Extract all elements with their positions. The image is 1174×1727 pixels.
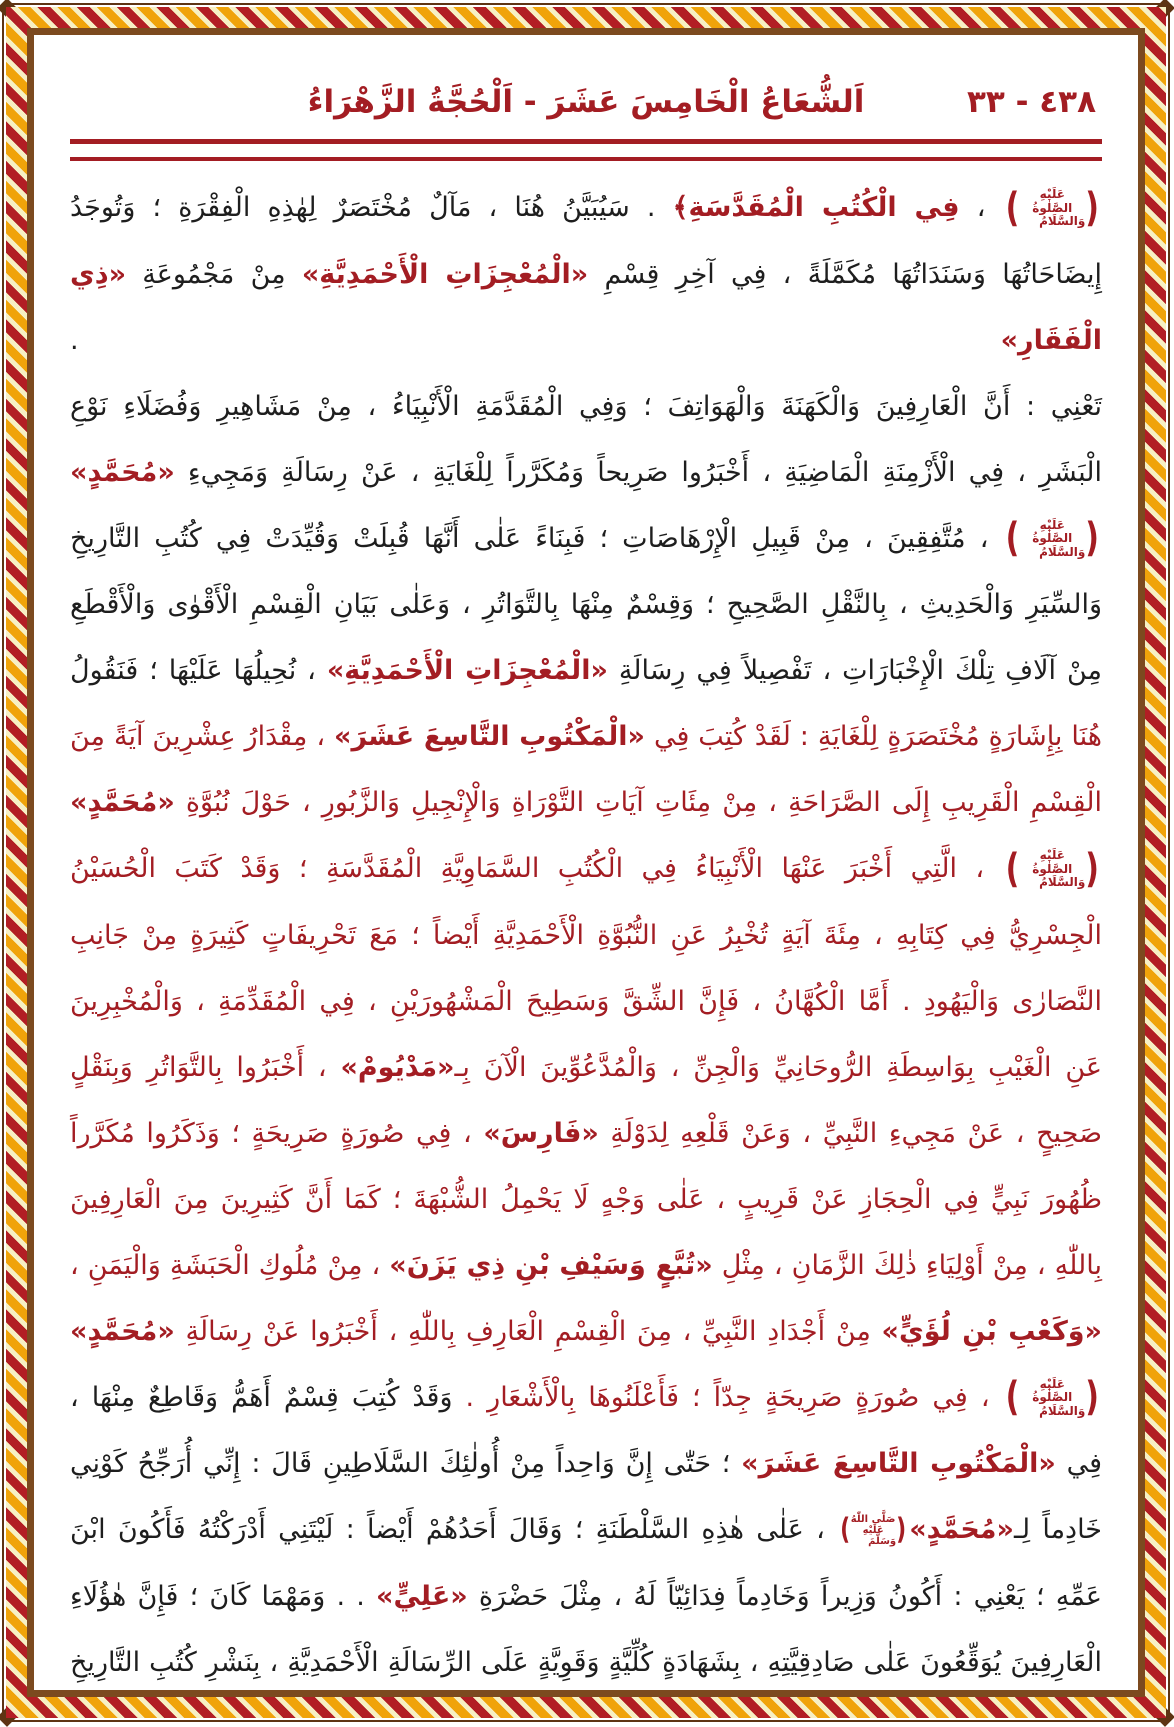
text-segment: بِاللّٰهِ ، مِنْ أَوْلِيَاءِ ذٰلِكَ الزَّمَانِ ، مِثْلِ xyxy=(713,1249,1103,1281)
text-line xyxy=(71,1564,1103,1630)
text-segment: «عَلِيٍّ» xyxy=(377,1580,469,1612)
text-segment: «مُحَمَّدٍ» xyxy=(71,787,176,818)
text-line xyxy=(71,638,1103,704)
text-segment: «مَدْيُومْ» xyxy=(341,1051,456,1083)
text-line xyxy=(71,1630,1103,1696)
text-segment: «تُبَّعٍ وَسَيْفِ بْنِ ذِي يَزَنَ» xyxy=(390,1249,714,1281)
text-line xyxy=(71,506,1103,573)
text-segment: «فَارِسَ» xyxy=(484,1117,600,1149)
text-line xyxy=(71,572,1103,638)
text-segment: الْقِسْمِ الْقَرِيبِ إِلَى الصَّرَاحَةِ ، مِنْ مِئَاتِ آيَاتِ التَّوْرَاةِ وَالْإِنْجِيلِ وَالزَّبُورِ ، حَوْلَ نُبُوَّةِ xyxy=(175,787,1103,818)
text-segment: «الْمُعْجِزَاتِ الْأَحْمَدِيَّةِ» xyxy=(302,258,590,290)
text-segment: . سَيُبَيَّنُ هُنَا ، مَآلٌ مُخْتَصَرٌ لِهٰذِهِ الْفِقْرَةِ ؛ وَتُوجَدُ xyxy=(71,192,674,223)
text-segment: «الْمُعْجِزَاتِ الْأَحْمَدِيَّةِ» xyxy=(327,655,609,686)
text-line xyxy=(71,1233,1103,1299)
text-segment: تَعْنِي : أَنَّ الْعَارِفِينَ وَالْكَهَنَةَ وَالْهَوَاتِفَ ؛ وَفِي الْمُقَدَّمَةِ الْأَنْبِيَاءُ ، مِنْ مَشَاهِيرِ وَفُضَلَاءِ نَوْعِ xyxy=(71,390,1103,422)
text-segment: خَادِماً لِـ xyxy=(1014,1514,1103,1545)
text-line xyxy=(71,242,1103,374)
page-number: ٤٣٨ - ٣٣ xyxy=(967,84,1097,120)
text-segment: ، أَخْبَرُوا بِالتَّوَاتُرِ وَبِنَقْلٍ xyxy=(71,1051,342,1083)
text-line xyxy=(71,1497,1103,1564)
text-line xyxy=(71,1035,1103,1101)
salawat-seal: ( صَلَّى اللّٰهُ عَلَيْهِ وَسَلَّمَ ) xyxy=(841,1512,908,1548)
text-line xyxy=(71,440,1103,506)
text-segment: الْجِسْرِيُّ فِي كِتَابِهِ ، مِئَةَ آيَةٍ تُخْبِرُ عَنِ النُّبُوَّةِ الْأَحْمَدِيَّةِ أَيْضاً ؛ مَعَ تَحْرِيفَاتٍ كَثِيرَةٍ مِنْ جَانِبِ xyxy=(71,919,1103,951)
text-segment: فِي الْكُتُبِ الْمُقَدَّسَةِ﴾ xyxy=(673,192,961,223)
text-segment: ، فِي صُورَةٍ صَرِيحَةٍ جِدّاً ؛ فَأَعْلَنُوهَا بِالْأَشْعَارِ . xyxy=(466,1381,1004,1413)
body-text xyxy=(71,175,1103,1696)
text-segment: مِنْ مَجْمُوعَةِ xyxy=(127,258,303,290)
text-line xyxy=(71,1299,1103,1365)
text-segment: الْبَشَرِ ، فِي الْأَزْمِنَةِ الْمَاضِيَةِ ، أَخْبَرُوا صَرِيحاً وَمُكَرَّراً لِلْغَايَةِ ، عَنْ رِسَالَةِ وَمَجِيءِ xyxy=(175,456,1103,488)
text-line xyxy=(71,836,1103,903)
text-segment: «ذِي الْفَقَارِ» xyxy=(71,258,1103,356)
text-line xyxy=(71,1365,1103,1432)
text-segment: «مُحَمَّدٍ» xyxy=(71,1315,176,1347)
text-segment: وَقَدْ كُتِبَ قِسْمٌ أَهَمُّ وَقَاطِعٌ مِنْهَا ، xyxy=(71,1381,467,1413)
text-line xyxy=(71,374,1103,440)
text-line xyxy=(71,903,1103,969)
salawat-seal: ( عَلَيْهِ الصَّلٰوةُ وَالسَّلَامُ ) xyxy=(1006,184,1100,232)
text-segment: ، مُتَّفِقِينَ ، مِنْ قَبِيلِ الْإِرْهَاصَاتِ ؛ فَبِنَاءً عَلٰى أَنَّهَا قُبِلَتْ وَقُيِّدَتْ فِي كُتُبِ التَّارِيخِ xyxy=(71,522,1004,554)
text-line xyxy=(71,1431,1103,1497)
text-segment: هُنَا بِإِشَارَةٍ مُخْتَصَرَةٍ لِلْغَايَةِ : لَقَدْ كُتِبَ فِي xyxy=(645,721,1103,752)
corner-ornament xyxy=(1156,0,1174,18)
text-line xyxy=(71,704,1103,770)
text-segment: عَمِّهِ ؛ يَعْنِي : أَكُونُ وَزِيراً وَخَادِماً فِدَائِيّاً لَهُ ، مِثْلَ حَضْرَةِ xyxy=(468,1580,1103,1612)
text-segment: «الْمَكْتُوبِ التَّاسِعَ عَشَرَ» xyxy=(742,1448,1057,1479)
text-segment: فِي xyxy=(1056,1448,1103,1479)
text-segment: «مُحَمَّدٍ» xyxy=(71,456,176,488)
text-segment: ظُهُورَ نَبِيٍّ فِي الْحِجَازِ عَنْ قَرِيبٍ ، عَلٰى وَجْهٍ لَا يَحْمِلُ الشُّبْهَةَ ؛ كَمَا أَنَّ كَثِيرِينَ مِنَ الْعَارِفِينَ xyxy=(71,1183,1103,1215)
text-segment: الْعَارِفِينَ يُوَقِّعُونَ عَلٰى صَادِقِيَّتِهِ ، بِشَهَادَةٍ كُلِّيَّةٍ وَقَوِيَّةٍ عَلَى الرِّسَالَةِ الْأَحْمَدِيَّةِ ، بِنَشْرِ كُتُبِ التَّارِيخِ xyxy=(71,1646,1103,1678)
salawat-seal: ( عَلَيْهِ الصَّلٰوةُ وَالسَّلَامُ ) xyxy=(1006,514,1100,562)
text-segment: ، مِقْدَارُ عِشْرِينَ آيَةً مِنَ xyxy=(71,721,335,752)
text-segment: «الْمَكْتُوبِ التَّاسِعَ عَشَرَ» xyxy=(335,721,646,752)
page-title: اَلشُّعَاعُ الْخَامِسَ عَشَرَ - اَلْحُجَّةُ الزَّهْرَاءُ xyxy=(308,84,866,120)
corner-ornament xyxy=(0,0,18,18)
text-segment: ، فِي صُورَةٍ صَرِيحَةٍ ؛ وَذَكَرُوا مُكَرَّراً xyxy=(71,1117,485,1149)
text-segment: «وَكَعْبِ بْنِ لُؤَيٍّ» xyxy=(882,1315,1103,1347)
text-segment: ، مِنْ مُلُوكِ الْحَبَشَةِ وَالْيَمَنِ ، xyxy=(71,1249,391,1281)
text-segment: النَّصَارٰى وَالْيَهُودِ . أَمَّا الْكُهَّانُ ، فَإِنَّ الشِّقَّ وَسَطِيحَ الْمَشْهُورَيْنِ ، فِي الْمُقَدِّمَةِ ، وَالْمُخْبِرِينَ xyxy=(71,985,1103,1017)
page-content xyxy=(35,35,1139,1690)
text-line xyxy=(71,770,1103,836)
text-segment: ، عَلٰى هٰذِهِ السَّلْطَنَةِ ؛ وَقَالَ أَحَدُهُمْ أَيْضاً : لَيْتَنِي أَدْرَكْتُهُ فَأَكُونَ ابْنَ xyxy=(71,1514,839,1545)
text-segment: ، الَّتِي أَخْبَرَ عَنْهَا الْأَنْبِيَاءُ فِي الْكُتُبِ السَّمَاوِيَّةِ الْمُقَدَّسَةِ ؛ وَقَدْ كَتَبَ الْحُسَيْنُ xyxy=(71,853,1004,884)
text-line xyxy=(71,969,1103,1035)
text-segment: ؛ حَتّٰى إِنَّ وَاحِداً مِنْ أُولٰئِكَ السَّلَاطِينِ قَالَ : إِنِّي أُرَجِّحُ كَوْنِي xyxy=(71,1448,743,1479)
text-segment: صَحِيحٍ ، عَنْ مَجِيءِ النَّبِيِّ ، وَعَنْ قَلْعِهِ لِدَوْلَةِ xyxy=(599,1117,1103,1149)
text-segment: مِنْ أَجْدَادِ النَّبِيِّ ، مِنَ الْقِسْمِ الْعَارِفِ بِاللّٰهِ ، أَخْبَرُوا عَنْ رِسَالَةِ xyxy=(175,1315,883,1347)
text-segment: ، xyxy=(960,192,1004,223)
corner-ornament xyxy=(0,1707,18,1727)
text-line xyxy=(71,1101,1103,1167)
text-segment: «مُحَمَّدٍ» xyxy=(910,1514,1015,1545)
text-segment: . xyxy=(71,324,1002,356)
salawat-seal: ( عَلَيْهِ الصَّلٰوةُ وَالسَّلَامُ ) xyxy=(1006,1373,1100,1421)
text-segment: إِيضَاحَاتُهَا وَسَنَدَاتُهَا مُكَمَّلَةً ، فِي آخِرِ قِسْمِ xyxy=(589,258,1103,290)
header-divider xyxy=(71,139,1103,161)
text-segment: عَنِ الْغَيْبِ بِوَاسِطَةِ الرُّوحَانِيِّ وَالْجِنِّ ، وَالْمُدَّعُوِّينَ الْآنَ بِـ xyxy=(455,1051,1103,1083)
text-line xyxy=(71,175,1103,242)
text-segment: مِنْ آلَافِ تِلْكَ الْإِخْبَارَاتِ ، تَفْصِيلاً فِي رِسَالَةِ xyxy=(608,655,1103,686)
text-line xyxy=(71,1167,1103,1233)
page-header xyxy=(71,73,1103,131)
text-segment: وَالسِّيَرِ وَالْحَدِيثِ ، بِالنَّقْلِ الصَّحِيحِ ؛ وَقِسْمٌ مِنْهَا بِالتَّوَاتُرِ ، وَعَلٰى بَيَانِ الْقِسْمِ الْأَقْوٰى وَالْأَقْطَعِ xyxy=(71,589,1103,620)
salawat-seal: ( عَلَيْهِ الصَّلٰوةُ وَالسَّلَامُ ) xyxy=(1006,845,1100,893)
text-segment: . . وَمَهْمَا كَانَ ؛ فَإِنَّ هٰؤُلَاءِ xyxy=(71,1580,378,1612)
text-segment: ، نُحِيلُهَا عَلَيْهَا ؛ فَنَقُولُ xyxy=(71,655,328,686)
corner-ornament xyxy=(1156,1707,1174,1727)
